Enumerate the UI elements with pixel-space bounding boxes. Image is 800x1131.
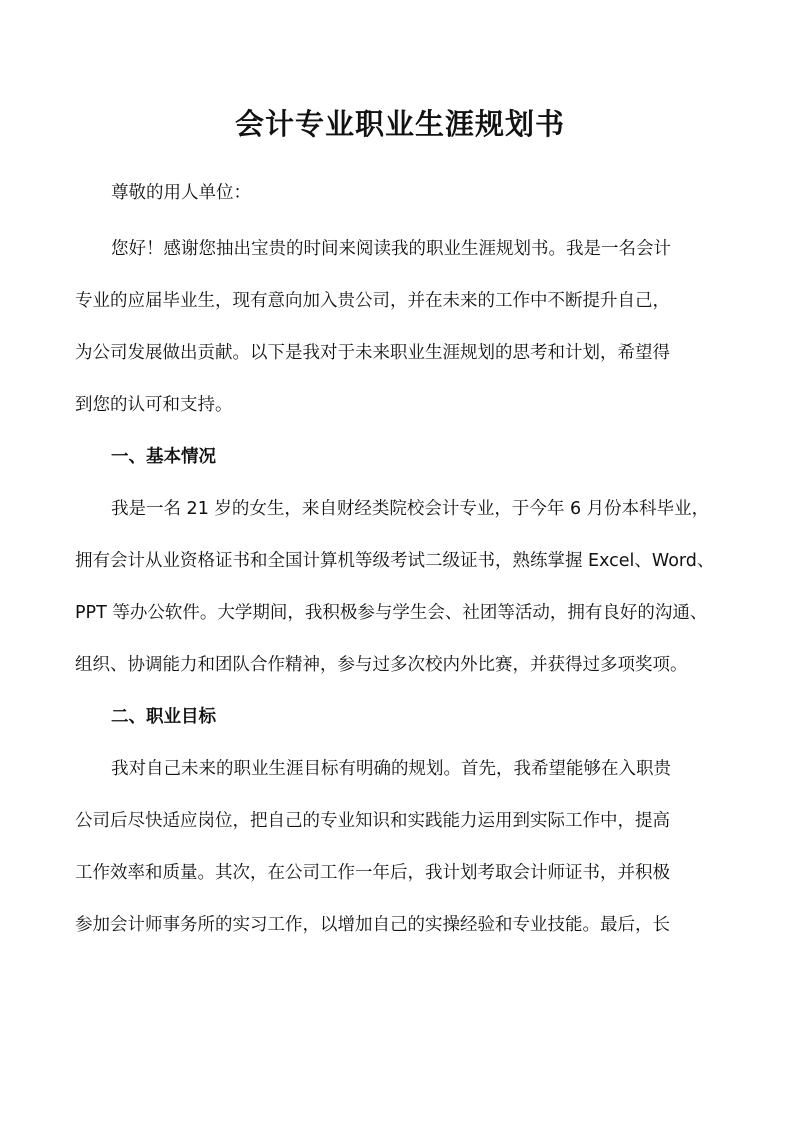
paragraph-line: 工作效率和质量。其次，在公司工作一年后，我计划考取会计师证书，并积极 [75,863,670,883]
section-heading-career-goals: 二、职业目标 [111,707,216,727]
intro-line: 为公司发展做出贡献。以下是我对于未来职业生涯规划的思考和计划，希望得 [75,343,670,363]
paragraph-line: 拥有会计从业资格证书和全国计算机等级考试二级证书，熟练掌握 Excel、Word、 [75,551,715,571]
paragraph-line: 我对自己未来的职业生涯目标有明确的规划。首先，我希望能够在入职贵 [111,759,671,779]
paragraph-line: 我是一名 21 岁的女生，来自财经类院校会计专业，于今年 6 月份本科毕业， [111,499,710,519]
intro-line: 专业的应届毕业生，现有意向加入贵公司，并在未来的工作中不断提升自己， [75,291,670,311]
section-heading-basic-info: 一、基本情况 [111,447,216,467]
paragraph-line: PPT 等办公软件。大学期间，我积极参与学生会、社团等活动，拥有良好的沟通、 [75,603,708,623]
paragraph-line: 参加会计师事务所的实习工作，以增加自己的实操经验和专业技能。最后，长 [75,915,670,935]
paragraph-line: 组织、协调能力和团队合作精神，参与过多次校内外比赛，并获得过多项奖项。 [75,655,688,675]
document-title: 会计专业职业生涯规划书 [234,107,565,141]
salutation: 尊敬的用人单位： [111,183,251,203]
paragraph-line: 公司后尽快适应岗位，把自己的专业知识和实践能力运用到实际工作中，提高 [75,811,670,831]
intro-line: 到您的认可和支持。 [75,395,233,415]
intro-line: 您好！感谢您抽出宝贵的时间来阅读我的职业生涯规划书。我是一名会计 [111,239,671,259]
